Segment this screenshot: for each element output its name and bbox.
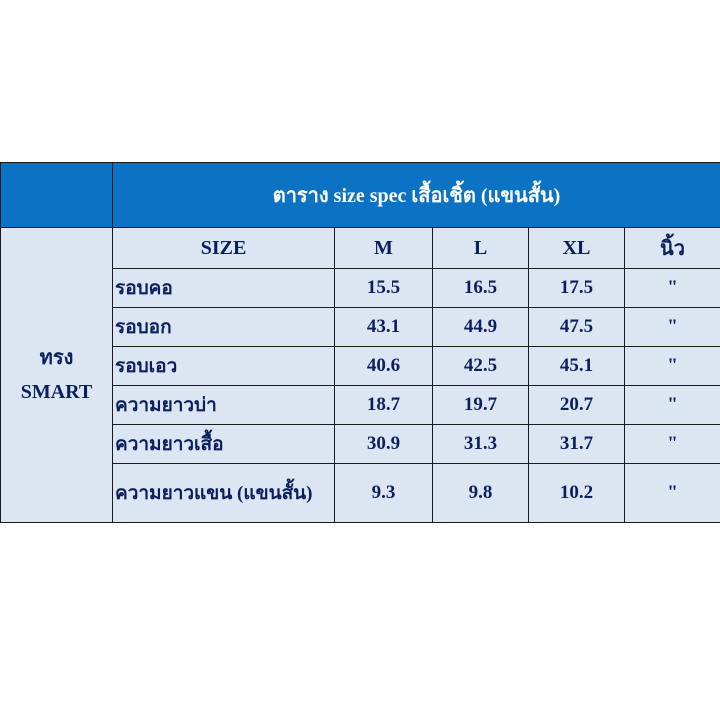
cell-unit: " bbox=[625, 386, 720, 425]
cell-m: 18.7 bbox=[335, 386, 433, 425]
cell-unit: " bbox=[625, 308, 720, 347]
cell-xl: 47.5 bbox=[529, 308, 625, 347]
cell-unit: " bbox=[625, 464, 720, 523]
shape-label-thai: ทรง bbox=[39, 347, 74, 369]
cell-xl: 10.2 bbox=[529, 464, 625, 523]
cell-m: 40.6 bbox=[335, 347, 433, 386]
cell-m: 30.9 bbox=[335, 425, 433, 464]
shape-cell bbox=[1, 228, 113, 523]
column-header-size: SIZE bbox=[113, 228, 335, 269]
cell-l: 42.5 bbox=[433, 347, 529, 386]
column-header-unit: นิ้ว bbox=[625, 228, 720, 269]
cell-unit: " bbox=[625, 347, 720, 386]
title-corner-cell bbox=[1, 163, 113, 228]
cell-unit: " bbox=[625, 269, 720, 308]
cell-xl: 31.7 bbox=[529, 425, 625, 464]
cell-xl: 20.7 bbox=[529, 386, 625, 425]
cell-xl: 17.5 bbox=[529, 269, 625, 308]
row-label: รอบอก bbox=[113, 308, 335, 347]
column-header-m: M bbox=[335, 228, 433, 269]
cell-m: 15.5 bbox=[335, 269, 433, 308]
cell-m: 9.3 bbox=[335, 464, 433, 523]
cell-l: 9.8 bbox=[433, 464, 529, 523]
row-label: ความยาวเสื้อ bbox=[113, 425, 335, 464]
cell-l: 16.5 bbox=[433, 269, 529, 308]
row-label: รอบเอว bbox=[113, 347, 335, 386]
cell-l: 31.3 bbox=[433, 425, 529, 464]
cell-unit: " bbox=[625, 425, 720, 464]
column-header-l: L bbox=[433, 228, 529, 269]
table-title-row bbox=[1, 163, 720, 228]
row-label: ความยาวบ่า bbox=[113, 386, 335, 425]
table-title: ตาราง size spec เสื้อเชิ้ต (แขนสั้น) bbox=[113, 163, 720, 228]
cell-l: 19.7 bbox=[433, 386, 529, 425]
cell-xl: 45.1 bbox=[529, 347, 625, 386]
shape-label-smart: SMART bbox=[20, 381, 93, 403]
row-label: รอบคอ bbox=[113, 269, 335, 308]
cell-m: 43.1 bbox=[335, 308, 433, 347]
column-header-row bbox=[1, 228, 720, 269]
size-spec-table bbox=[0, 162, 720, 523]
column-header-xl: XL bbox=[529, 228, 625, 269]
cell-l: 44.9 bbox=[433, 308, 529, 347]
row-label: ความยาวแขน (แขนสั้น) bbox=[113, 464, 335, 523]
size-spec-table-frame bbox=[0, 162, 720, 548]
